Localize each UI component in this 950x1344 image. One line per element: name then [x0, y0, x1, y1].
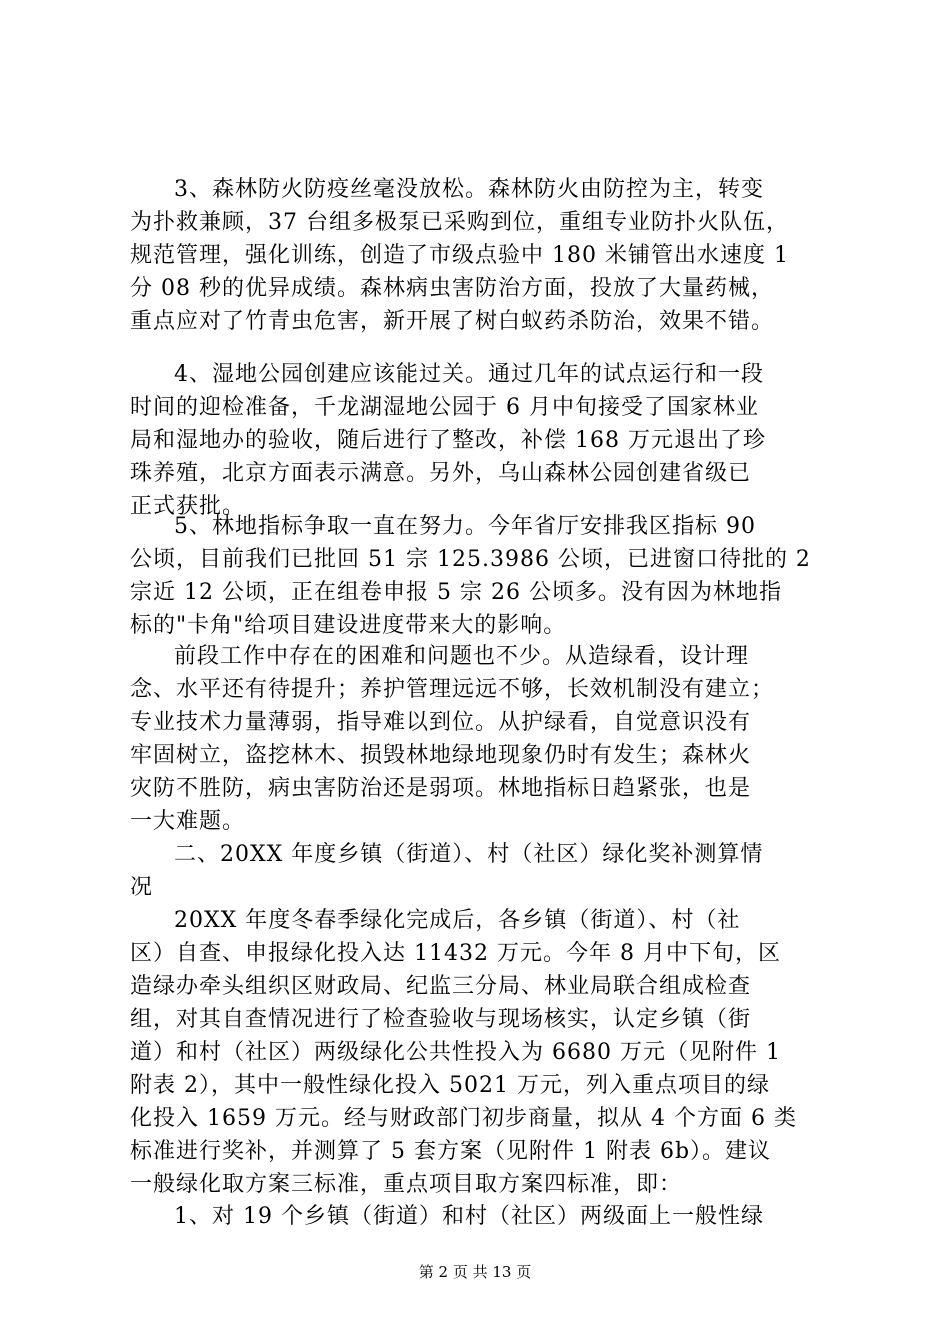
text-line: 规范管理，强化训练，创造了市级点验中 180 米铺管出水速度 1 — [130, 243, 789, 268]
text-line: 造绿办牵头组织区财政局、纪监三分局、林业局联合组成检查 — [130, 974, 752, 999]
text-line: 时间的迎检准备，千龙湖湿地公园于 6 月中旬接受了国家林业 — [130, 395, 759, 420]
text-line: 标准进行奖补，并测算了 5 套方案（见附件 1 附表 6b）。建议 — [130, 1139, 772, 1164]
text-line: 组，对其自查情况进行了检查验收与现场核实，认定乡镇（街 — [130, 1007, 752, 1032]
text-line: 前段工作中存在的困难和问题也不少。从造绿看，设计理 — [174, 644, 750, 669]
text-line: 4、湿地公园创建应该能过关。通过几年的试点运行和一段 — [174, 362, 764, 387]
text-line: 区）自查、申报绿化投入达 11432 万元。今年 8 月中下旬，区 — [130, 941, 781, 966]
paragraph-item-one — [130, 1200, 850, 1233]
paragraph-problems — [130, 640, 850, 838]
text-line: 5、林地指标争取一直在努力。今年省厅安排我区指标 90 — [174, 514, 756, 539]
text-line: 3、森林防火防疫丝毫没放松。森林防火由防控为主，转变 — [174, 177, 764, 202]
text-line: 珠养殖，北京方面表示满意。另外，乌山森林公园创建省级已 — [130, 461, 752, 486]
text-line: 况 — [130, 875, 154, 900]
text-line: 标的"卡角"给项目建设进度带来大的影响。 — [130, 613, 567, 638]
text-line: 附表 2），其中一般性绿化投入 5021 万元，列入重点项目的绿 — [130, 1073, 770, 1098]
text-line: 1、对 19 个乡镇（街道）和村（社区）两级面上一般性绿 — [174, 1204, 764, 1229]
text-line: 分 08 秒的优异成绩。森林病虫害防治方面，投放了大量药械， — [130, 276, 774, 301]
text-line: 一般绿化取方案三标准，重点项目取方案四标准，即： — [130, 1172, 683, 1197]
paragraph-wetland-park — [130, 358, 850, 523]
text-line: 道）和村（社区）两级绿化公共性投入为 6680 万元（见附件 1 — [130, 1040, 781, 1065]
text-line: 正式获批。 — [130, 494, 246, 519]
text-line: 20XX 年度冬春季绿化完成后，各乡镇（街道）、村（社 — [174, 908, 741, 933]
text-line: 灾防不胜防，病虫害防治还是弱项。林地指标日趋紧张，也是 — [130, 776, 752, 801]
text-line: 宗近 12 公顷，正在组卷申报 5 宗 26 公顷多。没有因为林地指 — [130, 580, 782, 605]
text-line: 二、20XX 年度乡镇（街道）、村（社区）绿化奖补测算情 — [174, 842, 764, 867]
text-line: 专业技术力量薄弱，指导难以到位。从护绿看，自觉意识没有 — [130, 710, 752, 735]
text-line: 一大难题。 — [130, 809, 246, 834]
paragraph-forest-fire — [130, 173, 850, 338]
text-line: 化投入 1659 万元。经与财政部门初步商量，拟从 4 个方面 6 类 — [130, 1106, 797, 1131]
section-heading-greening-subsidy — [130, 838, 850, 904]
paragraph-forest-land-quota — [130, 510, 850, 642]
page-number-label: 第 2 页 共 13 页 — [418, 1263, 532, 1281]
text-line: 牢固树立，盗挖林木、损毁林地绿地现象仍时有发生；森林火 — [130, 743, 752, 768]
paragraph-subsidy-calculation — [130, 904, 850, 1201]
text-line: 公顷，目前我们已批回 51 宗 125.3986 公顷，已进窗口待批的 2 — [130, 547, 811, 572]
text-line: 重点应对了竹青虫危害，新开展了树白蚁药杀防治，效果不错。 — [130, 309, 775, 334]
page-footer — [0, 1262, 950, 1282]
text-line: 为扑救兼顾，37 台组多极泵已采购到位，重组专业防扑火队伍， — [130, 210, 789, 235]
text-line: 念、水平还有待提升；养护管理远远不够，长效机制没有建立； — [130, 677, 775, 702]
text-line: 局和湿地办的验收，随后进行了整改，补偿 168 万元退出了珍 — [130, 428, 766, 453]
